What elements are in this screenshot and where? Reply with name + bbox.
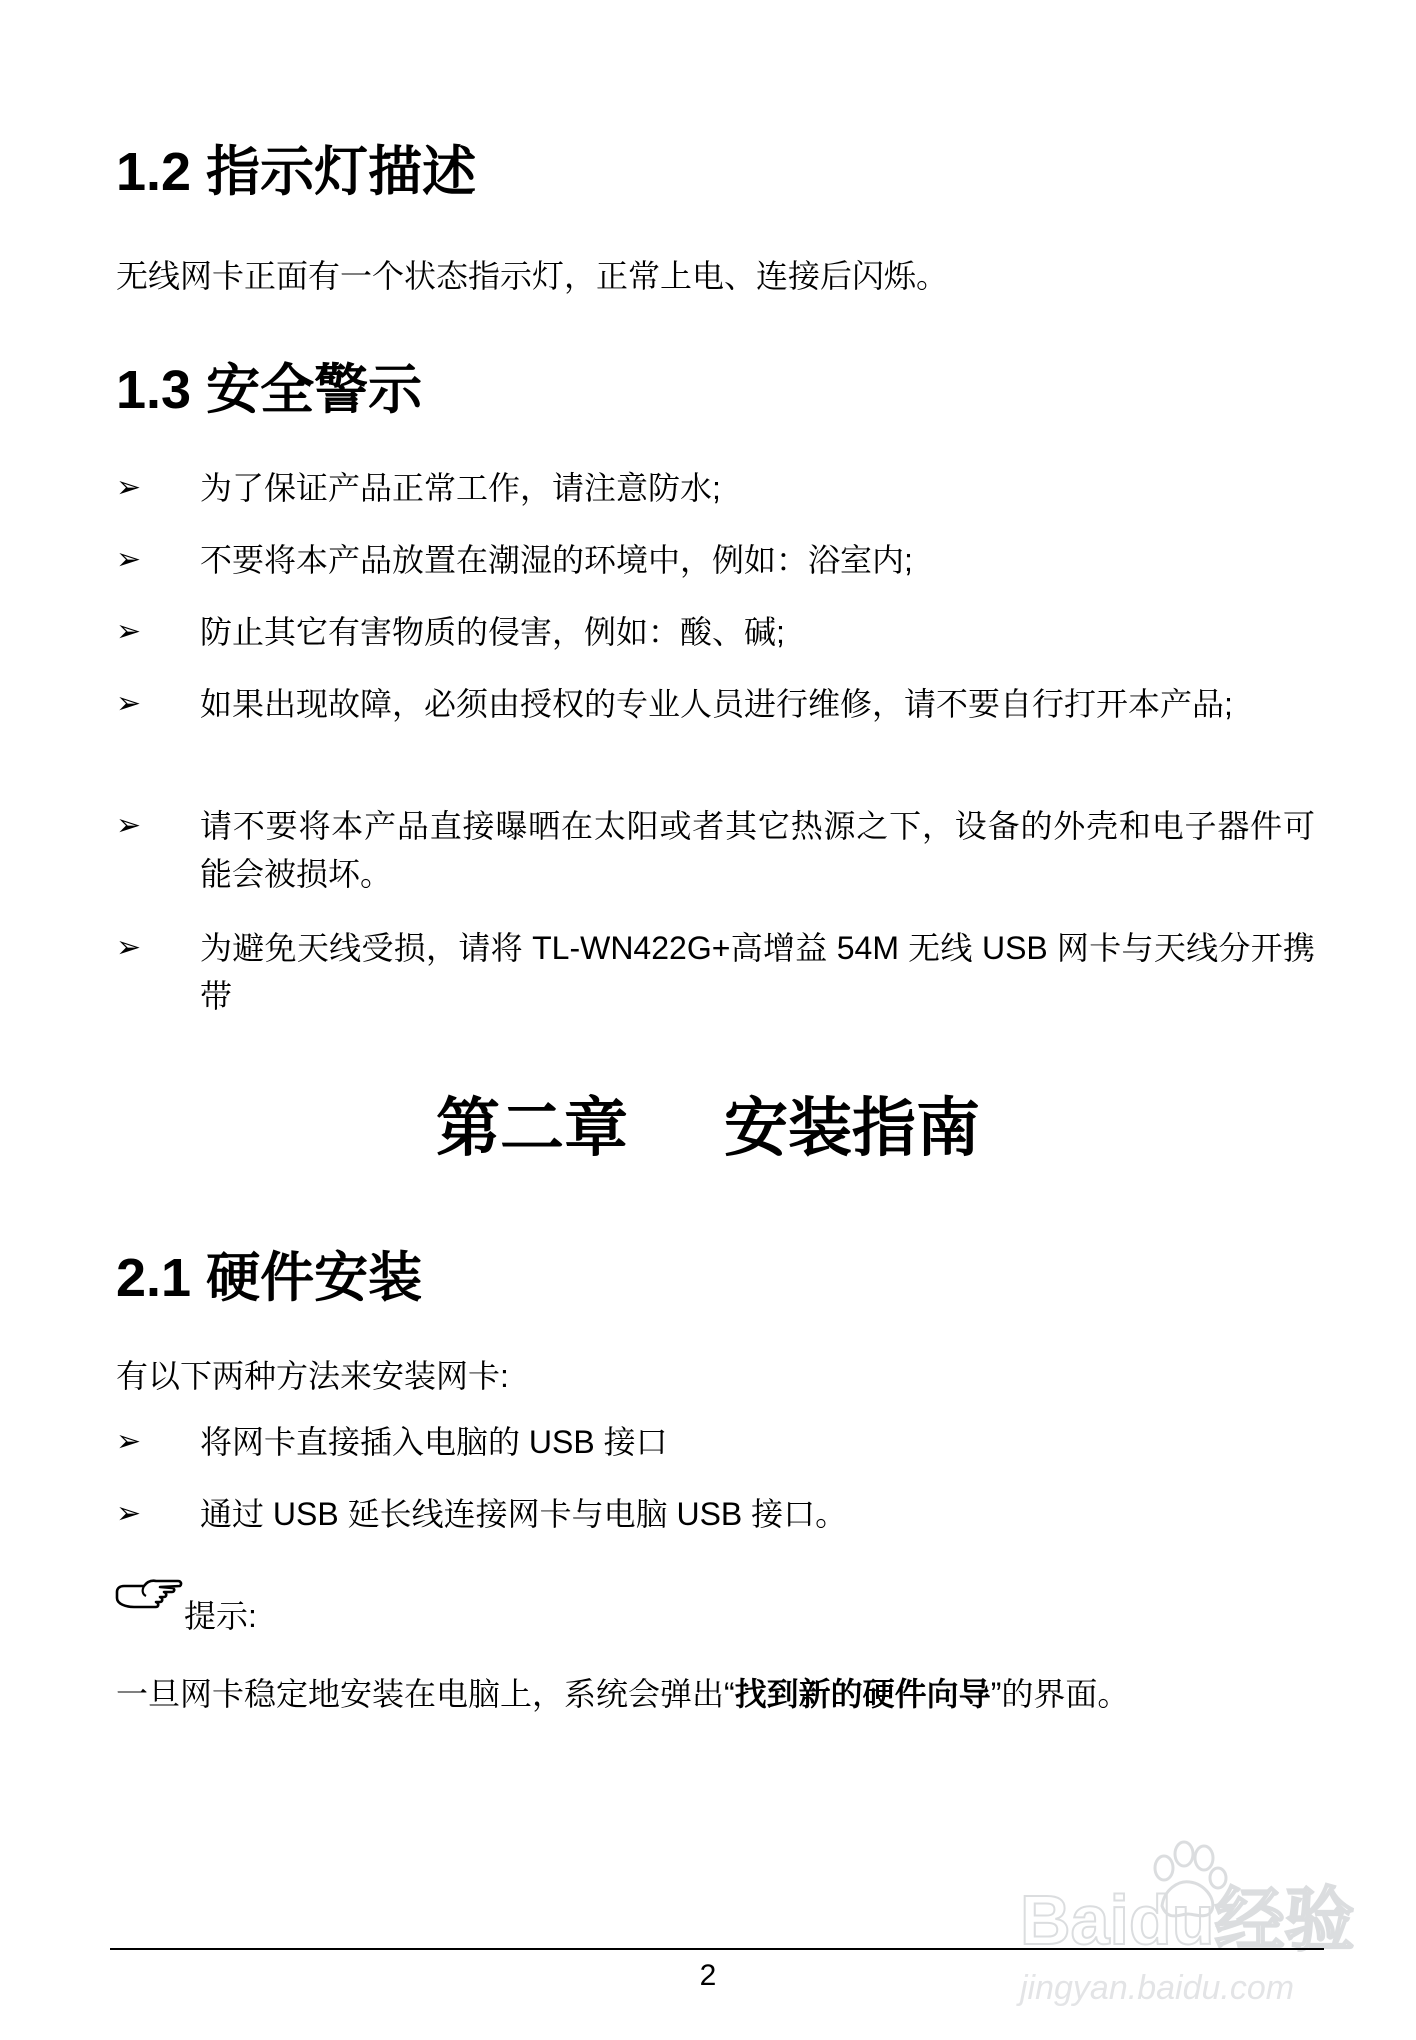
- bullet-arrow-icon: ➢: [116, 1424, 142, 1459]
- section-2-1-intro: 有以下两种方法来安装网卡:: [116, 1358, 509, 1394]
- list-item-text: 不要将本产品放置在潮湿的环境中，例如：浴室内;: [200, 542, 913, 578]
- chapter-number: 第二章: [436, 1092, 628, 1164]
- tip-text-before: 一旦网卡稳定地安装在电脑上，系统会弹出“: [116, 1676, 735, 1712]
- list-item-text: 为避免天线受损，请将 TL-WN422G+高增益 54M 无线 USB 网卡与天线分开携带: [200, 930, 1315, 1014]
- bullet-arrow-icon: ➢: [116, 470, 142, 505]
- bullet-arrow-icon: ➢: [116, 930, 142, 965]
- section-heading-1-3: 1.3 安全警示: [116, 360, 423, 420]
- watermark-logo-text: Baidu经验: [1020, 1881, 1355, 1959]
- list-item-text: 通过 USB 延长线连接网卡与电脑 USB 接口。: [200, 1496, 848, 1532]
- list-item-text: 如果出现故障，必须由授权的专业人员进行维修，请不要自行打开本产品;: [200, 686, 1233, 722]
- bullet-arrow-icon: ➢: [116, 1496, 142, 1531]
- list-item-text: 为了保证产品正常工作，请注意防水;: [200, 470, 721, 506]
- list-item-text: 将网卡直接插入电脑的 USB 接口: [200, 1424, 668, 1460]
- bullet-arrow-icon: ➢: [116, 614, 142, 649]
- tip-label: 提示:: [184, 1598, 257, 1634]
- tip-text-after: ”的界面。: [990, 1676, 1130, 1712]
- chapter-name: 安装指南: [724, 1092, 980, 1164]
- bullet-arrow-icon: ➢: [116, 808, 142, 843]
- list-item-text: 防止其它有害物质的侵害，例如：酸、碱;: [200, 614, 785, 650]
- footer-divider: [110, 1948, 1324, 1950]
- watermark-url: jingyan.baidu.com: [1020, 1969, 1295, 2007]
- section-1-2-body: 无线网卡正面有一个状态指示灯，正常上电、连接后闪烁。: [116, 258, 949, 294]
- list-item-text: 请不要将本产品直接曝晒在太阳或者其它热源之下，设备的外壳和电子器件可能会被损坏。: [200, 808, 1315, 892]
- bullet-arrow-icon: ➢: [116, 686, 142, 721]
- chapter-title: [0, 1090, 1416, 1166]
- bullet-arrow-icon: ➢: [116, 542, 142, 577]
- page-number: 2: [699, 1959, 717, 1992]
- section-heading-1-2: 1.2 指示灯描述: [116, 142, 477, 202]
- wizard-name: 找到新的硬件向导: [734, 1676, 991, 1712]
- tip-text: [116, 1674, 1129, 1714]
- section-heading-2-1: 2.1 硬件安装: [116, 1248, 423, 1308]
- pointing-hand-icon: [114, 1578, 184, 1618]
